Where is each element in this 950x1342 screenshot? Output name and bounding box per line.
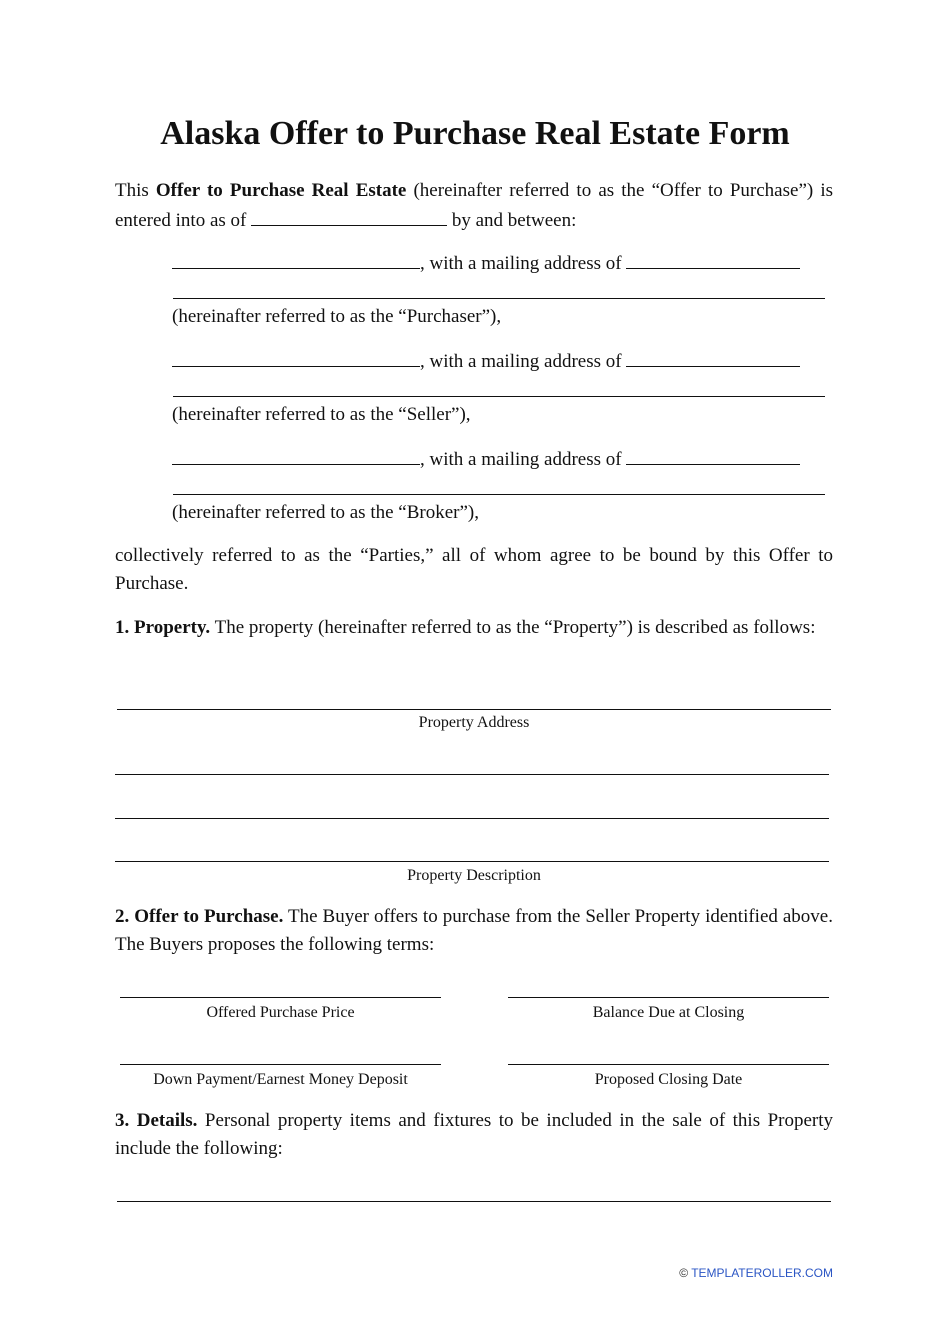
document-title: Alaska Offer to Purchase Real Estate Form <box>160 115 790 152</box>
property-description-line-1[interactable] <box>115 774 829 775</box>
down-payment-caption: Down Payment/Earnest Money Deposit <box>153 1071 408 1088</box>
seller-role: (hereinafter referred to as the “Seller”), <box>172 404 471 425</box>
offered-price-caption: Offered Purchase Price <box>206 1004 355 1021</box>
broker-role: (hereinafter referred to as the “Broker”), <box>172 502 479 523</box>
copyright-icon: © <box>679 1266 689 1280</box>
intro-text: (hereinafter referred to as the “Offer to Purchase”) is entered into as of <box>115 180 833 231</box>
seller-name-blank[interactable] <box>172 346 420 367</box>
broker-address-line[interactable] <box>173 494 825 495</box>
mailing-address-label: , with a mailing address of <box>420 449 622 470</box>
purchaser-address-line[interactable] <box>173 298 825 299</box>
section-offer-heading: 2. Offer to Purchase. <box>115 906 284 927</box>
purchaser-address-blank[interactable] <box>626 248 800 269</box>
property-address-caption: Property Address <box>418 714 530 731</box>
details-line[interactable] <box>117 1201 831 1202</box>
section-property <box>115 614 833 642</box>
balance-due-caption: Balance Due at Closing <box>592 1004 745 1021</box>
section-details-text: Personal property items and fixtures to be included in the sale of this Property include the following: <box>115 1110 834 1159</box>
property-description-line-2[interactable] <box>115 818 829 819</box>
broker-address-blank[interactable] <box>626 444 800 465</box>
broker-name-blank[interactable] <box>172 444 420 465</box>
party-seller-line <box>172 346 827 376</box>
section-details <box>115 1107 833 1163</box>
property-description-caption: Property Description <box>407 867 541 884</box>
seller-address-blank[interactable] <box>626 346 800 367</box>
seller-address-line[interactable] <box>173 396 825 397</box>
purchaser-name-blank[interactable] <box>172 248 420 269</box>
footer-site-link[interactable]: TEMPLATEROLLER.COM <box>691 1266 833 1280</box>
party-purchaser-line <box>172 248 827 278</box>
intro-lead: This <box>115 180 149 201</box>
closing-date-caption: Proposed Closing Date <box>594 1071 743 1088</box>
mailing-address-label: , with a mailing address of <box>420 351 622 372</box>
collective-paragraph: collectively referred to as the “Parties,” all of whom agree to be bound by this Offer to Purchase. <box>115 545 833 594</box>
property-description-line-3[interactable] <box>115 861 829 862</box>
section-property-text: The property (hereinafter referred to as the “Property”) is described as follows: <box>214 617 816 638</box>
intro-bold-title: Offer to Purchase Real Estate <box>155 180 407 201</box>
down-payment-line[interactable] <box>120 1064 441 1065</box>
closing-date-line[interactable] <box>508 1064 829 1065</box>
date-blank[interactable] <box>251 205 447 226</box>
balance-due-line[interactable] <box>508 997 829 998</box>
intro-paragraph <box>115 177 833 235</box>
section-offer-text: The Buyer offers to purchase from the Seller Property identified above. The Buyers proposes the following terms: <box>115 906 833 955</box>
party-broker-line <box>172 444 827 474</box>
section-property-heading: 1. Property. <box>115 617 211 638</box>
mailing-address-label: , with a mailing address of <box>420 253 622 274</box>
footer-credit[interactable] <box>679 1266 833 1280</box>
purchaser-role: (hereinafter referred to as the “Purchaser”), <box>172 306 502 327</box>
section-offer <box>115 903 833 959</box>
section-details-heading: 3. Details. <box>115 1110 198 1131</box>
property-address-line[interactable] <box>117 709 831 710</box>
intro-end: by and between: <box>451 210 577 231</box>
offered-price-line[interactable] <box>120 997 441 998</box>
